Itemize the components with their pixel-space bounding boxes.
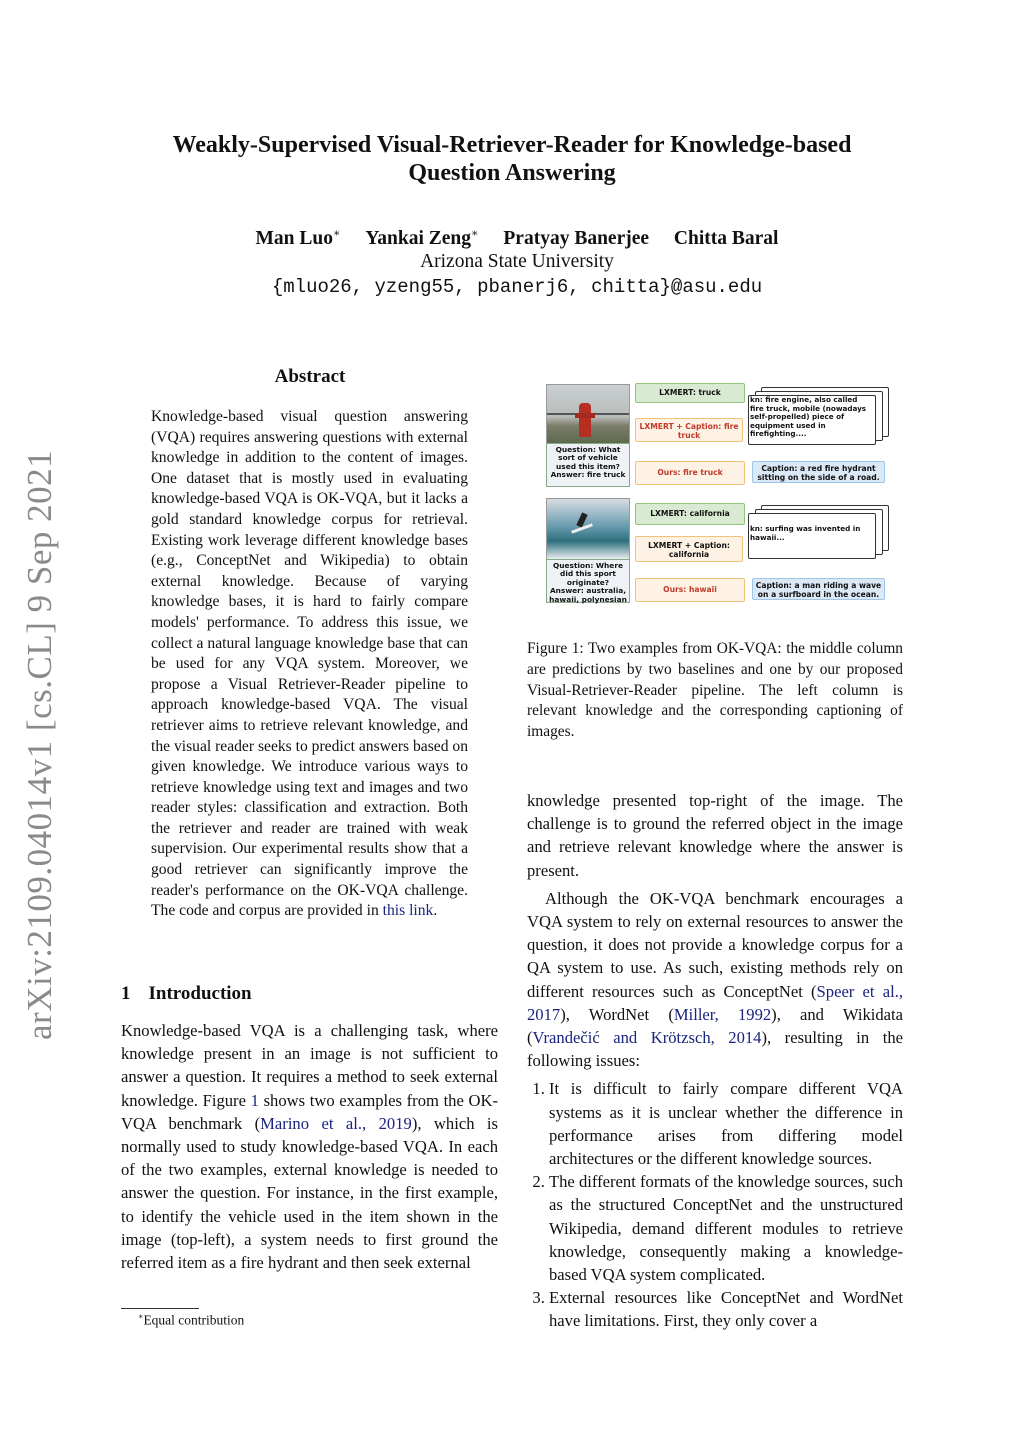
abstract-heading: Abstract	[274, 366, 346, 387]
citation-speer[interactable]: Speer et al., 2017	[527, 981, 903, 1024]
image-caption-2: Caption: a man riding a wave on a surfboard in the ocean.	[752, 578, 885, 600]
hydrant-shape	[579, 403, 591, 437]
author-3: Pratyay Banerjee	[503, 227, 650, 249]
lxmert-prediction-2: LXMERT: california	[635, 503, 745, 525]
footnote: ∗Equal contribution	[138, 1312, 245, 1328]
citation-miller[interactable]: Miller, 1992	[673, 1004, 772, 1024]
paper-title	[100, 131, 924, 187]
code-link[interactable]: this link	[382, 902, 434, 920]
introduction-body: Knowledge-based VQA is a challenging task, where knowledge present in an image is not sufficient to answer a question. It requires a method to seek external knowledge. Figure 1 shows two examples from the OK-VQA benchmark (Marino et al., 2019), which is normally used to study knowledge-based VQA. In each of the two examples, external knowledge is needed to answer the question. For instance, in the first example, to identify the vehicle used in the item shown in the image (top-left), a system needs to first ground the referred item as a fire hydrant and then seek external	[121, 1021, 499, 1273]
arxiv-identifier: arXiv:2109.04014v1 [cs.CL] 9 Sep 2021	[20, 449, 59, 1040]
list-item: 3. External resources like ConceptNet and WordNet have limitations. First, they only cover a	[549, 1286, 903, 1332]
author-1: Man Luo∗	[255, 227, 341, 249]
affiliation: Arizona State University	[420, 251, 614, 272]
ours-prediction-2: Ours: hawaii	[635, 578, 745, 602]
surfer-photo	[546, 498, 630, 560]
citation-marino[interactable]: Marino et al., 2019	[260, 1113, 412, 1133]
knowledge-text-1: kn: fire engine, also called fire truck, mobile (nowadays self-propelled) piece of equipment used in firefighting....	[750, 395, 867, 439]
right-paragraph-2: Although the OK-VQA benchmark encourages a VQA system to rely on external resources to answer the question, it does not provide a knowledge corpus for a QA system to use. As such, existing methods rely on different resources such as ConceptNet (Speer et al., 2017), WordNet (Miller, 1992), and Wikidata (Vrandečić and Krötzsch, 2014), resulting in the following issues:	[527, 888, 903, 1071]
figure-ref-link[interactable]: 1	[250, 1090, 259, 1110]
list-item: 2. The different formats of the knowledge sources, such as the structured ConceptNet and the unstructured Wikipedia, demand different modules to retrieve knowledge, consequently making a knowledge-based VQA system complicated.	[549, 1170, 903, 1286]
question-box-1: Question: What sort of vehicle used this item? Answer: fire truck	[546, 443, 630, 487]
question-box-2: Question: Where did this sport originate? Answer: australia, hawaii, polynesian	[546, 559, 630, 603]
footnote-rule	[121, 1308, 199, 1309]
figure-1-caption: Figure 1: Two examples from OK-VQA: the middle column are predictions by two baselines and one by our proposed Visual-Retriever-Reader pipeline. The left column is relevant knowledge and the corresponding captioning of images.	[527, 640, 903, 741]
author-emails: {mluo26, yzeng55, pbanerj6, chitta}@asu.edu	[271, 276, 763, 298]
author-2: Yankai Zeng∗	[365, 227, 479, 249]
title-line-2: Question Answering	[408, 160, 616, 186]
knowledge-text-2: kn: surfing was invented in hawaii...	[750, 524, 861, 542]
section-heading-introduction: 1 Introduction	[121, 983, 252, 1004]
title-line-1: Weakly-Supervised Visual-Retriever-Reader for Knowledge-based	[172, 132, 852, 158]
author-list	[100, 226, 934, 250]
lxmert-prediction-1: LXMERT: truck	[635, 383, 745, 403]
right-paragraph-1: knowledge presented top-right of the image. The challenge is to ground the referred object in the image and retrieve relevant knowledge where the answer is present.	[527, 791, 903, 880]
fire-hydrant-photo	[546, 384, 630, 444]
citation-vrandecic[interactable]: Vrandečić and Krötzsch, 2014	[532, 1028, 762, 1048]
list-item: 1. It is difficult to fairly compare different VQA systems as it is unclear whether the difference in performance arises from differing model architectures or the different knowledge sources.	[549, 1077, 903, 1170]
lxmert-caption-prediction-2: LXMERT + Caption: california	[635, 536, 743, 562]
author-4: Chitta Baral	[673, 227, 779, 249]
figure-1	[543, 381, 903, 603]
abstract-body: Knowledge-based visual question answering (VQA) requires answering questions with external knowledge in addition to the content of images. One dataset that is mostly used in evaluating knowledge-based VQA is OK-VQA, but it lacks a gold standard knowledge corpus for retrieval. Existing work leverage different knowledge bases (e.g., ConceptNet and Wikipedia) to obtain external knowledge. Because of varying knowledge bases, it is hard to fairly compare models' performance. To address this issue, we collect a natural language knowledge base that can be used for any VQA system. Moreover, we propose a Visual Retriever-Reader pipeline to approach knowledge-based VQA. The visual retriever aims to retrieve relevant knowledge, and the visual reader seeks to predict answers based on given knowledge. We introduce various ways to retrieve knowledge using text and images and two reader styles: classification and extraction. Both the retriever and reader are trained with weak supervision. Our experimental results show that a good retriever can significantly improve the reader's performance on the OK-VQA challenge. The code and corpus are provided in this link.	[151, 408, 468, 920]
image-caption-1: Caption: a red fire hydrant sitting on the side of a road.	[752, 461, 885, 483]
issues-list	[527, 1077, 903, 1332]
right-column-body	[527, 789, 903, 1333]
ours-prediction-1: Ours: fire truck	[635, 461, 745, 485]
lxmert-caption-prediction-1: LXMERT + Caption: fire truck	[635, 418, 743, 442]
